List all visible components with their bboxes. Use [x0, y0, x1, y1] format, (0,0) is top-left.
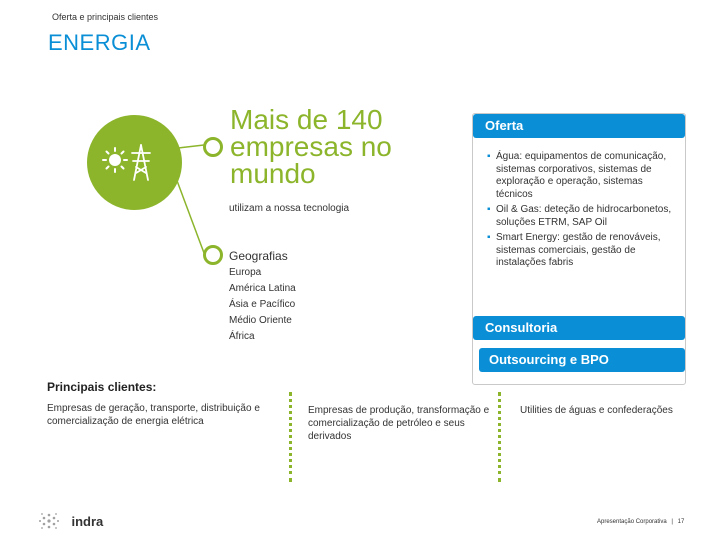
- headline-line: empresas no: [230, 131, 392, 162]
- indra-logo: [38, 510, 103, 532]
- geografia-item: Europa: [229, 267, 262, 278]
- bullet-icon: ▪: [487, 204, 491, 215]
- bullet-icon: ▪: [487, 151, 491, 162]
- client-column: Empresas de geração, transporte, distribuição e comercialização de energia elétrica: [47, 403, 260, 427]
- geografia-item: América Latina: [229, 283, 296, 294]
- oferta-item-text: Água: equipamentos de comunicação, sistemas corporativos, sistemas de exploração e operação, sistemas técnicos: [496, 151, 667, 200]
- outsourcing-label: Outsourcing e BPO: [479, 348, 685, 372]
- consultoria-band: Consultoria: [473, 316, 685, 340]
- oferta-header: Oferta: [473, 114, 685, 138]
- sun-and-power-tower-icon: [87, 115, 182, 210]
- page-title: ENERGIA: [48, 30, 151, 55]
- outsourcing-band: [473, 348, 685, 372]
- headline-subtext: utilizam a nossa tecnologia: [229, 203, 350, 214]
- headline: [230, 106, 440, 187]
- oferta-item: [487, 151, 679, 201]
- page-number: 17: [677, 519, 685, 525]
- headline-line: Mais de 140: [230, 104, 383, 135]
- oferta-list: [487, 151, 679, 273]
- oferta-item-text: Oil & Gas: deteção de hidrocarbonetos, soluções ETRM, SAP Oil: [496, 204, 672, 228]
- ring-marker: [203, 245, 223, 265]
- oferta-item: [487, 232, 679, 270]
- oferta-item: [487, 204, 679, 229]
- ring-marker: [203, 137, 223, 157]
- headline-line: mundo: [230, 158, 316, 189]
- footer-page-info: Apresentação Corporativa | 17: [597, 519, 685, 525]
- client-column: Utilities de águas e confederações: [520, 405, 673, 416]
- column-divider: [289, 392, 292, 482]
- clients-title: Principais clientes:: [47, 380, 157, 394]
- indra-logo-mark: [38, 510, 64, 532]
- column-divider: [498, 392, 501, 482]
- energy-icon-circle: [87, 115, 182, 210]
- client-column: Empresas de produção, transformação e comercialização de petróleo e seus derivados: [308, 405, 490, 442]
- indra-logo-text: indra: [71, 513, 104, 529]
- geografia-item: África: [229, 331, 255, 342]
- geografia-item: Médio Oriente: [229, 315, 292, 326]
- footer-label: Apresentação Corporativa: [597, 519, 667, 525]
- offer-panel: [472, 113, 686, 385]
- breadcrumb: Oferta e principais clientes: [52, 12, 159, 22]
- bullet-icon: ▪: [487, 232, 491, 243]
- geografia-item: Ásia e Pacífico: [229, 299, 296, 310]
- geografias-title: Geografias: [229, 249, 288, 263]
- oferta-item-text: Smart Energy: gestão de renováveis, sistemas comerciais, gestão de instalações fabris: [496, 232, 661, 268]
